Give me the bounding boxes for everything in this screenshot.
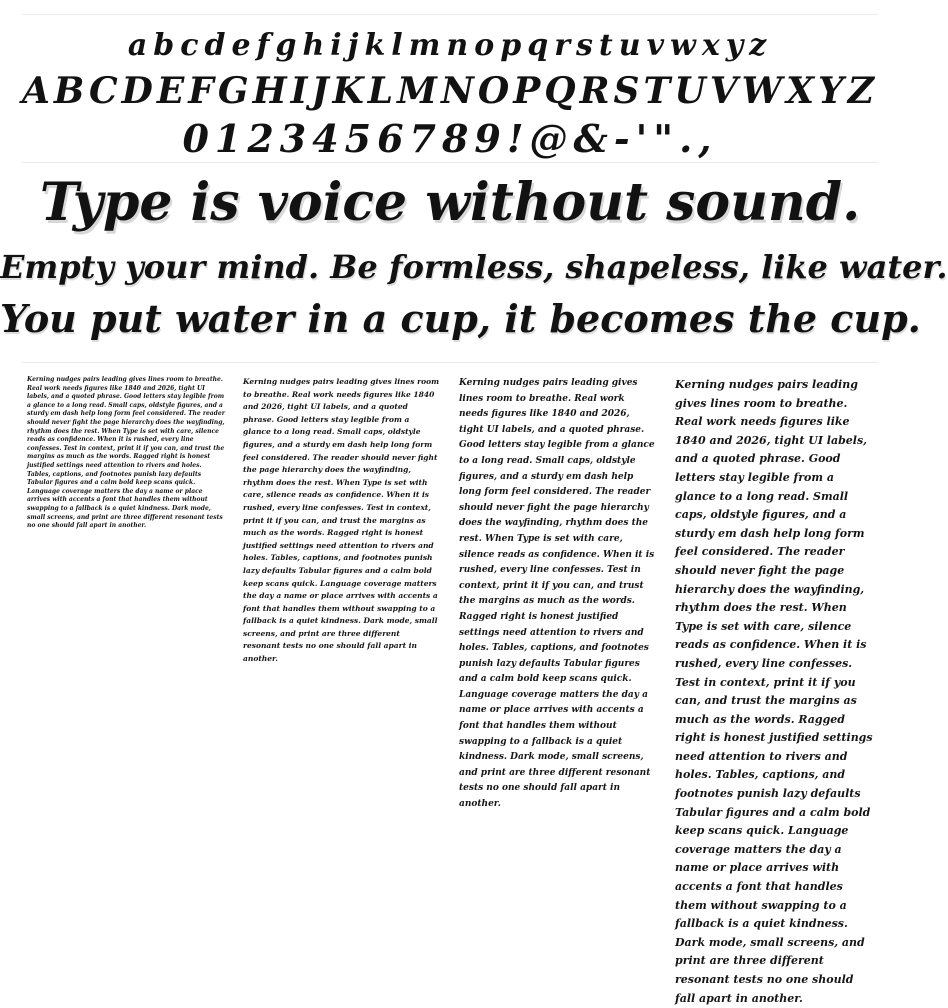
text-block-large: Kerning nudges pairs leading gives lines room to breathe. Real work needs figures like 1840 and 2026, tight UI labels, and a quoted phrase. Good letters stay legible from a glance to a long read. Small caps, oldstyle figures, and a sturdy em dash help long form feel considered. The reader should never fight the page hierarchy does the wayfinding, rhythm does the rest. When Type is set with care, silence reads as confidence. When it is rushed, every line confesses. Test in context, print it if you can, and trust the margins as much as the words. Ragged right is honest justified settings need attention to rivers and holes. Tables, captions, and footnotes punish lazy defaults Tabular figures and a calm bold keep scans quick. Language coverage matters the day a name or place arrives with accents a font that handles them without swapping to a fallback is a quiet kindness. Dark mode, small screens, and print are three different resonant tests no one should fall apart in another. bbox=[459, 378, 655, 810]
sample-line-3: You put water in a cup, it becomes the cup. bbox=[0, 296, 921, 341]
text-block-xlarge: Kerning nudges pairs leading gives lines room to breathe. Real work needs figures like 1840 and 2026, tight UI labels, and a quoted phrase. Good letters stay legible from a glance to a long read. Small caps, oldstyle figures, and a sturdy em dash help long form feel considered. The reader should never fight the page hierarchy does the wayfinding, rhythm does the rest. When Type is set with care, silence reads as confidence. When it is rushed, every line confesses. Test in context, print it if you can, and trust the margins as much as the words. Ragged right is honest justified settings need attention to rivers and holes. Tables, captions, and footnotes punish lazy defaults Tabular figures and a calm bold keep scans quick. Language coverage matters the day a name or place arrives with accents a font that handles them without swapping to a fallback is a quiet kindness. Dark mode, small screens, and print are three different resonant tests no one should fall apart in another. bbox=[675, 378, 873, 1005]
uppercase-glyph-row: ABCDEFGHIJKLMNOPQRSTUVWXYZ bbox=[21, 70, 879, 112]
divider-samples bbox=[22, 362, 878, 363]
text-block-small: Kerning nudges pairs leading gives lines room to breathe. Real work needs figures like 1840 and 2026, tight UI labels, and a quoted phrase. Good letters stay legible from a glance to a long read. Small caps, oldstyle figures, and a sturdy em dash help long form feel considered. The reader should never fight the page hierarchy does the wayfinding, rhythm does the rest. When Type is set with care, silence reads as confidence. When it is rushed, every line confesses. Test in context, print it if you can, and trust the margins as much as the words. Ragged right is honest justified settings need attention to rivers and holes. Tables, captions, and footnotes punish lazy defaults Tabular figures and a calm bold keep scans quick. Language coverage matters the day a name or place arrives with accents a font that handles them without swapping to a fallback is a quiet kindness. Dark mode, small screens, and print are three different resonant tests no one should fall apart in another. bbox=[27, 376, 225, 530]
text-block-medium: Kerning nudges pairs leading gives lines room to breathe. Real work needs figures like 1840 and 2026, tight UI labels, and a quoted phrase. Good letters stay legible from a glance to a long read. Small caps, oldstyle figures, and a sturdy em dash help long form feel considered. The reader should never fight the page hierarchy does the wayfinding, rhythm does the rest. When Type is set with care, silence reads as confidence. When it is rushed, every line confesses. Test in context, print it if you can, and trust the margins as much as the words. Ragged right is honest justified settings need attention to rivers and holes. Tables, captions, and footnotes punish lazy defaults Tabular figures and a calm bold keep scans quick. Language coverage matters the day a name or place arrives with accents a font that handles them without swapping to a fallback is a quiet kindness. Dark mode, small screens, and print are three different resonant tests no one should fall apart in another. bbox=[243, 377, 440, 664]
lowercase-glyph-row: abcdefghijklmnopqrstuvwxyz bbox=[127, 28, 773, 63]
divider-glyphs bbox=[22, 162, 878, 163]
divider-top bbox=[22, 14, 878, 15]
sample-line-2: Empty your mind. Be formless, shapeless, like water. bbox=[0, 248, 948, 286]
numeral-punct-glyph-row: 0123456789!@&-'"., bbox=[182, 116, 718, 161]
sample-headline: Type is voice without sound. bbox=[39, 172, 861, 233]
